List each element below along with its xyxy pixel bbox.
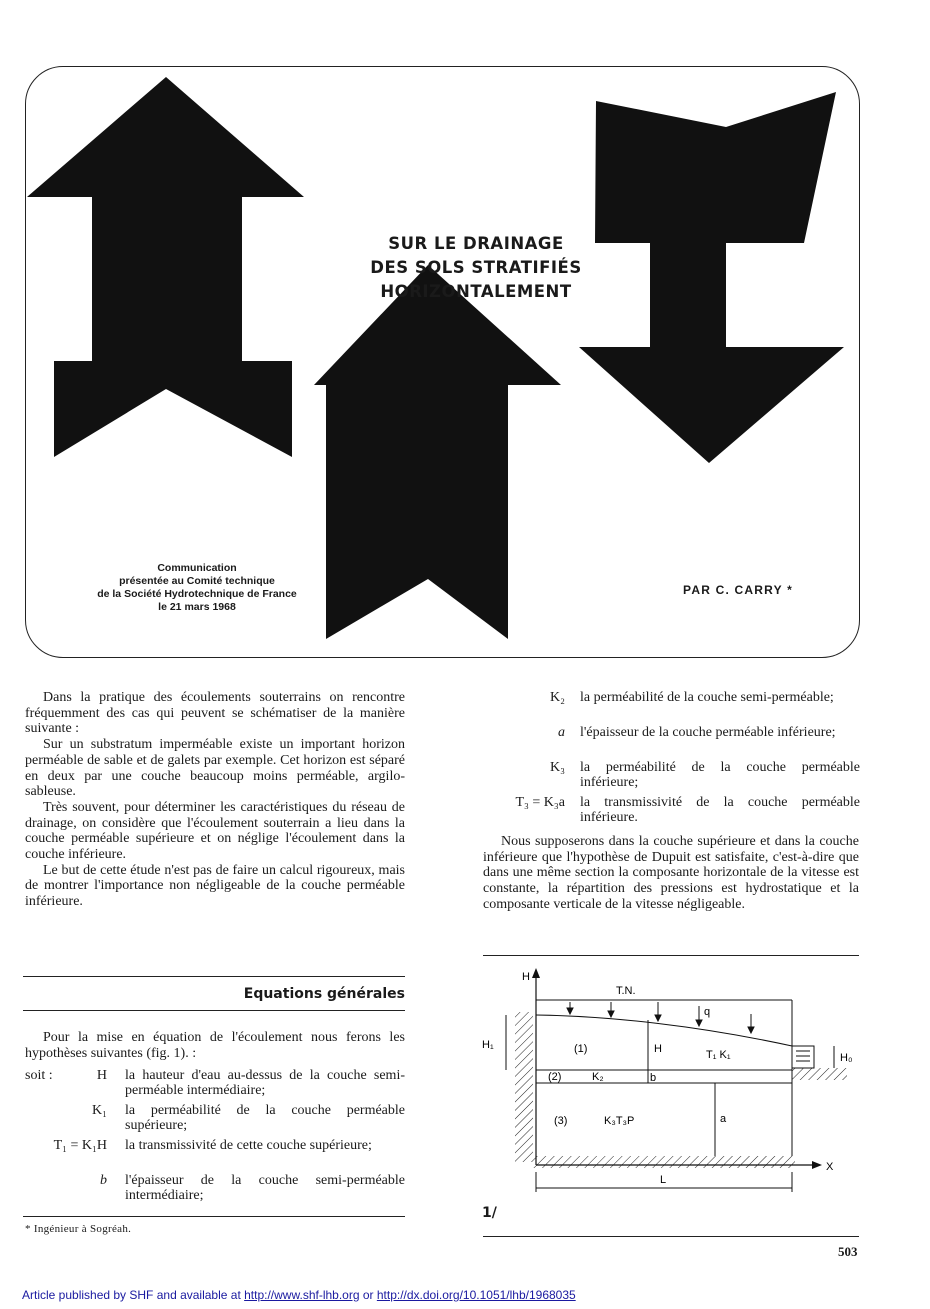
bottom-hatch — [533, 1156, 795, 1168]
author-byline: PAR C. CARRY * — [683, 583, 793, 597]
def-text: la perméabilité de la couche perméable inférieure; — [580, 760, 860, 790]
def-text: la perméabilité de la couche semi-perméable; — [580, 690, 834, 705]
x-axis-arrow-icon — [812, 1161, 822, 1169]
definitions-left — [25, 1068, 405, 1208]
communication-note — [66, 562, 328, 614]
title-line: DES SOLS STRATIFIÉS — [370, 258, 582, 277]
footer-prefix: Article published by SHF and available at — [22, 1288, 245, 1302]
footer-middle: or — [359, 1288, 377, 1302]
a-label: a — [720, 1113, 727, 1125]
shf-link[interactable]: http://www.shf-lhb.org — [244, 1288, 360, 1302]
figure-rule-top — [483, 955, 859, 956]
publisher-footer — [22, 1288, 576, 1302]
footnote-rule — [23, 1216, 405, 1217]
h-label: H — [654, 1043, 662, 1055]
figure-number: 1/ — [482, 1205, 497, 1221]
h-axis-arrow-icon — [532, 968, 540, 978]
figure-rule-bottom — [483, 1236, 859, 1237]
communication-line: Communication — [157, 562, 237, 574]
def-symbol: T₃ = K₃a — [515, 795, 565, 810]
up-arrow-left-icon — [27, 77, 304, 457]
soit-label: soit : — [25, 1068, 53, 1083]
communication-line: de la Société Hydrotechnique de France — [97, 588, 297, 600]
page-number: 503 — [838, 1244, 858, 1259]
def-symbol: b — [100, 1173, 107, 1188]
figure-1-diagram — [470, 960, 870, 1200]
x-axis-label: X — [826, 1161, 834, 1173]
paragraph: Dans la pratique des écoulements souterrains on rencontre fréquemment des cas qui peuvent se schématiser de la manière suivante : — [25, 690, 405, 737]
section-rule-bottom — [23, 1010, 405, 1011]
k3t3p-label: K₃T₃P — [604, 1115, 635, 1127]
doi-link[interactable]: http://dx.doi.org/10.1051/lhb/1968035 — [376, 1288, 576, 1302]
paragraph: Pour la mise en équation de l'écoulement nous ferons les hypothèses suivantes (fig. 1). : — [25, 1030, 405, 1061]
def-text: la perméabilité de la couche perméable supérieure; — [125, 1103, 405, 1133]
l-label: L — [660, 1174, 667, 1186]
definitions-right — [490, 690, 860, 830]
paragraph: Le but de cette étude n'est pas de faire un calcul rigoureux, mais de montrer l'importance non négligeable de la couche perméable inférieure. — [25, 862, 405, 910]
intro-text — [25, 690, 405, 910]
def-text: l'épaisseur de la couche perméable inférieure; — [580, 725, 836, 740]
h1-label: H₁ — [482, 1039, 494, 1051]
down-arrow-right-icon — [579, 92, 844, 463]
def-symbol: K₃ — [550, 760, 565, 775]
b-label: b — [650, 1072, 657, 1084]
def-symbol: a — [558, 725, 565, 740]
drain-water — [792, 1046, 814, 1068]
layer-2-label: (2) — [548, 1071, 562, 1083]
def-text: l'épaisseur de la couche semi-perméable intermédiaire; — [125, 1173, 405, 1203]
def-symbol: T₁ = K₁H — [53, 1138, 107, 1153]
def-text: la transmissivité de la couche perméable inférieure. — [580, 795, 860, 825]
left-wall-hatch — [515, 1012, 533, 1162]
paragraph: Nous supposerons dans la couche supérieure et dans la couche inférieure que l'hypothèse de Dupuit est satisfaite, c'est-à-dire que dans une même section la composante horizontale de la vitesse est constante, la répartition des pressions est hydrostatique et la composante verticale de la vitesse négligeable. — [483, 834, 859, 912]
section-title: Equations générales — [243, 986, 405, 1002]
dupuit-paragraph — [483, 834, 859, 913]
q-label: q — [704, 1006, 711, 1018]
k2-label: K₂ — [592, 1071, 604, 1083]
h-axis-label: H — [522, 971, 530, 983]
t1k1-label: T₁ K₁ — [706, 1049, 731, 1061]
def-symbol: K₁ — [92, 1103, 107, 1118]
tn-label: T.N. — [616, 985, 636, 997]
def-text: la hauteur d'eau au-dessus de la couche semi-perméable intermédiaire; — [125, 1068, 405, 1098]
communication-line: le 21 mars 1968 — [158, 601, 236, 613]
title-banner — [25, 66, 860, 658]
footnote: * Ingénieur à Sogréah. — [25, 1223, 132, 1235]
paragraph: Très souvent, pour déterminer les caractéristiques du réseau de drainage, on considère que l'écoulement souterrain a lieu dans la couche perméable supérieure et on néglige l'écoulement dans la couche inférieure. — [25, 799, 405, 863]
section-intro — [25, 1030, 405, 1061]
section-rule-top — [23, 976, 405, 977]
up-arrow-center-icon — [314, 265, 561, 639]
layer-3-label: (3) — [554, 1115, 568, 1127]
layer-1-label: (1) — [574, 1043, 588, 1055]
def-text: la transmissivité de cette couche supérieure; — [125, 1138, 372, 1153]
def-symbol: H — [96, 1068, 107, 1083]
paragraph: Sur un substratum imperméable existe un important horizon perméable de sable et de galets par exemple. Cet horizon est séparé en deux par une couche beaucoup moins perméable, argilo-sableuse. — [25, 737, 405, 800]
drain-water-lines — [796, 1051, 810, 1061]
ho-label: H₀ — [840, 1052, 853, 1064]
def-symbol: K₂ — [550, 690, 565, 705]
water-table — [536, 1015, 792, 1046]
communication-line: présentée au Comité technique — [119, 575, 275, 587]
title-line: SUR LE DRAINAGE — [388, 234, 564, 253]
article-title — [346, 232, 606, 304]
right-ledge-hatch — [792, 1068, 847, 1080]
title-line: HORIZONTALEMENT — [380, 282, 572, 301]
